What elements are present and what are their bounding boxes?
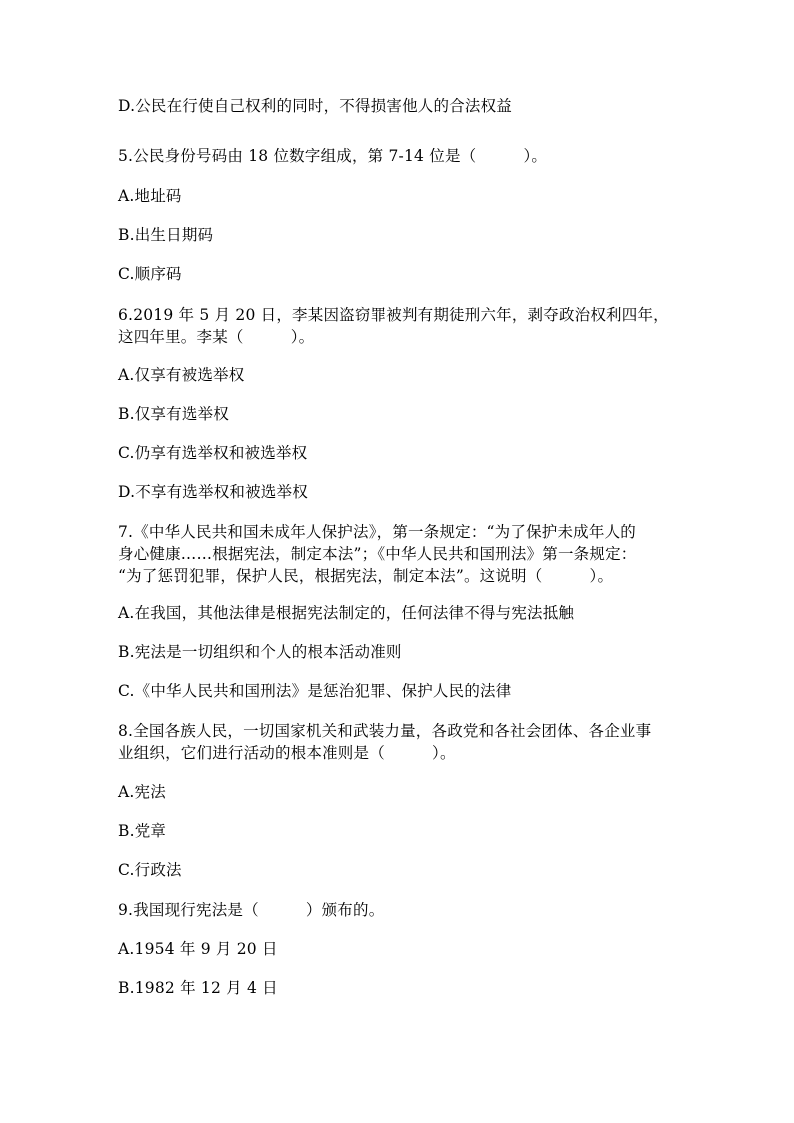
q6-stem-line-2: 这四年里。李某（ ）。: [118, 328, 315, 346]
q8-stem-line-2: 业组织，它们进行活动的根本准则是（ ）。: [118, 744, 456, 762]
q7-option-a: A.在我国，其他法律是根据宪法制定的，任何法律不得与宪法抵触: [118, 604, 575, 622]
q5-option-b: B.出生日期码: [118, 226, 214, 244]
q9-option-a: A.1954 年 9 月 20 日: [118, 940, 278, 958]
q7-stem-line-1: 7.《中华人民共和国未成年人保护法》，第一条规定：“为了保护未成年人的: [118, 523, 636, 541]
q5-stem: 5.公民身份号码由 18 位数字组成，第 7-14 位是（ ）。: [118, 147, 548, 165]
q8-stem-line-1: 8.全国各族人民，一切国家机关和武装力量，各政党和各社会团体、各企业事: [118, 722, 652, 740]
q6-option-b: B.仅享有选举权: [118, 405, 229, 423]
q6-stem-line-1: 6.2019 年 5 月 20 日，李某因盗窃罪被判有期徒刑六年，剥夺政治权利四年，: [118, 306, 669, 324]
q7-stem-line-3: “为了惩罚犯罪，保护人民，根据宪法，制定本法”。这说明（ ）。: [118, 567, 614, 585]
q9-stem: 9.我国现行宪法是（ ）颁布的。: [118, 901, 385, 919]
q7-option-b: B.宪法是一切组织和个人的根本活动准则: [118, 643, 402, 661]
q6-option-c: C.仍享有选举权和被选举权: [118, 444, 308, 462]
q8-option-b: B.党章: [118, 822, 167, 840]
q6-option-d: D.不享有选举权和被选举权: [118, 483, 308, 501]
q5-option-c: C.顺序码: [118, 265, 182, 283]
q6-option-a: A.仅享有被选举权: [118, 366, 245, 384]
q7-stem-line-2: 身心健康……根据宪法，制定本法”；《中华人民共和国刑法》第一条规定：: [118, 545, 637, 563]
q8-option-c: C.行政法: [118, 861, 182, 879]
q5-option-a: A.地址码: [118, 187, 182, 205]
q8-option-a: A.宪法: [118, 783, 166, 801]
q4-option-d: D.公民在行使自己权利的同时，不得损害他人的合法权益: [118, 97, 513, 115]
q7-option-c: C.《中华人民共和国刑法》是惩治犯罪、保护人民的法律: [118, 682, 512, 700]
q9-option-b: B.1982 年 12 月 4 日: [118, 979, 278, 997]
